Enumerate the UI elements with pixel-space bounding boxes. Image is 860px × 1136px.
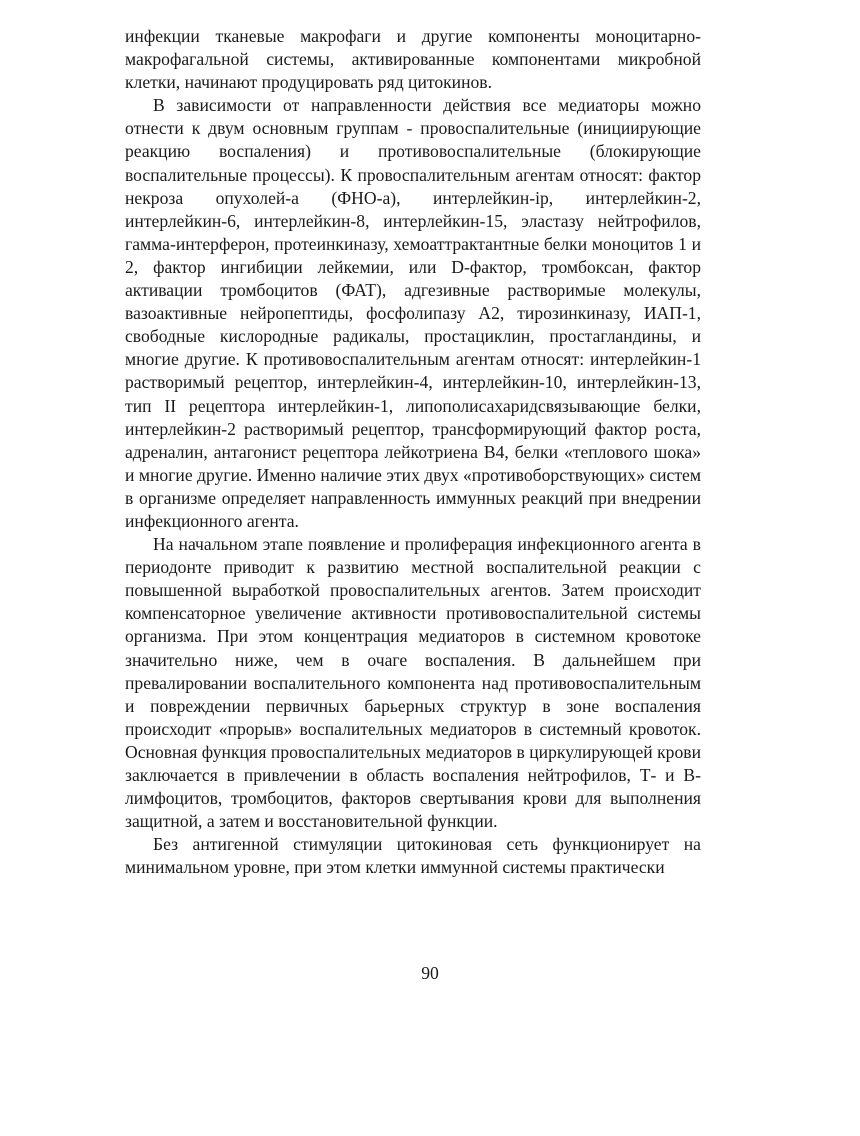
paragraph-mediators: В зависимости от направленности действия все медиаторы можно отнести к двум основным группам - провоспалительные (инициирующие реакцию воспаления) и противовоспалительные (блокирующие воспалительные процессы). К провоспалительным агентам относят: фактор некроза опухолей-а (ФНО-а), интерлейкин-ір, интерлейкин-2, интерлейкин-6, интерлейкин-8, интерлейкин-15, эластазу нейтрофилов, гамма-интерферон, протеинкиназу, хемоаттрактантные белки моноцитов 1 и 2, фактор ингибиции лейкемии, или D-фактор, тромбоксан, фактор активации тромбоцитов (ФАТ), адгезивные растворимые молекулы, вазоактивные нейропептиды, фосфолипазу А2, тирозинкиназу, ИАП-1, свободные кислородные радикалы, простациклин, простагландины, и многие другие. К противовоспалительным агентам относят: интерлейкин-1 растворимый рецептор, интерлейкин-4, интерлейкин-10, интерлейкин-13, тип II рецептора интерлейкин-1, липополисахаридсвязывающие белки, интерлейкин-2 растворимый рецептор, трансформирующий фактор роста, адреналин, антагонист рецептора лейкотриена В4, белки «теплового шока» и многие другие. Именно наличие этих двух «противоборствующих» систем в организме определяет направленность иммунных реакций при внедрении инфекционного агента. [125, 95, 701, 531]
paragraph-antigen-stimulation: Без антигенной стимуляции цитокиновая сеть функционирует на минимальном уровне, при этом клетки иммунной системы практически [125, 834, 701, 878]
paragraph-initial-stage: На начальном этапе появление и пролиферация инфекционного агента в периодонте приводит к развитию местной воспалительной реакции с повышенной выработкой провоспалительных агентов. Затем происходит компенсаторное увеличение активности противовоспалительной системы организма. При этом концентрация медиаторов в системном кровотоке значительно ниже, чем в очаге воспаления. В дальнейшем при превалировании воспалительного компонента над противовоспалительным и повреждении первичных барьерных структур в зоне воспаления происходит «прорыв» воспалительных медиаторов в системный кровоток. Основная функция провоспалительных медиаторов в циркулирующей крови заключается в привлечении в область воспаления нейтрофилов, Т- и В-лимфоцитов, тромбоцитов, факторов свертывания крови для выполнения защитной, а затем и восстановительной функции. [125, 534, 701, 832]
paragraph-continuation: инфекции тканевые макрофаги и другие компоненты моноцитарно-макрофагальной системы, активированные компонентами микробной клетки, начинают продуцировать ряд цитокинов. [125, 26, 701, 93]
page-number: 90 [421, 963, 439, 983]
page-body [125, 25, 701, 879]
